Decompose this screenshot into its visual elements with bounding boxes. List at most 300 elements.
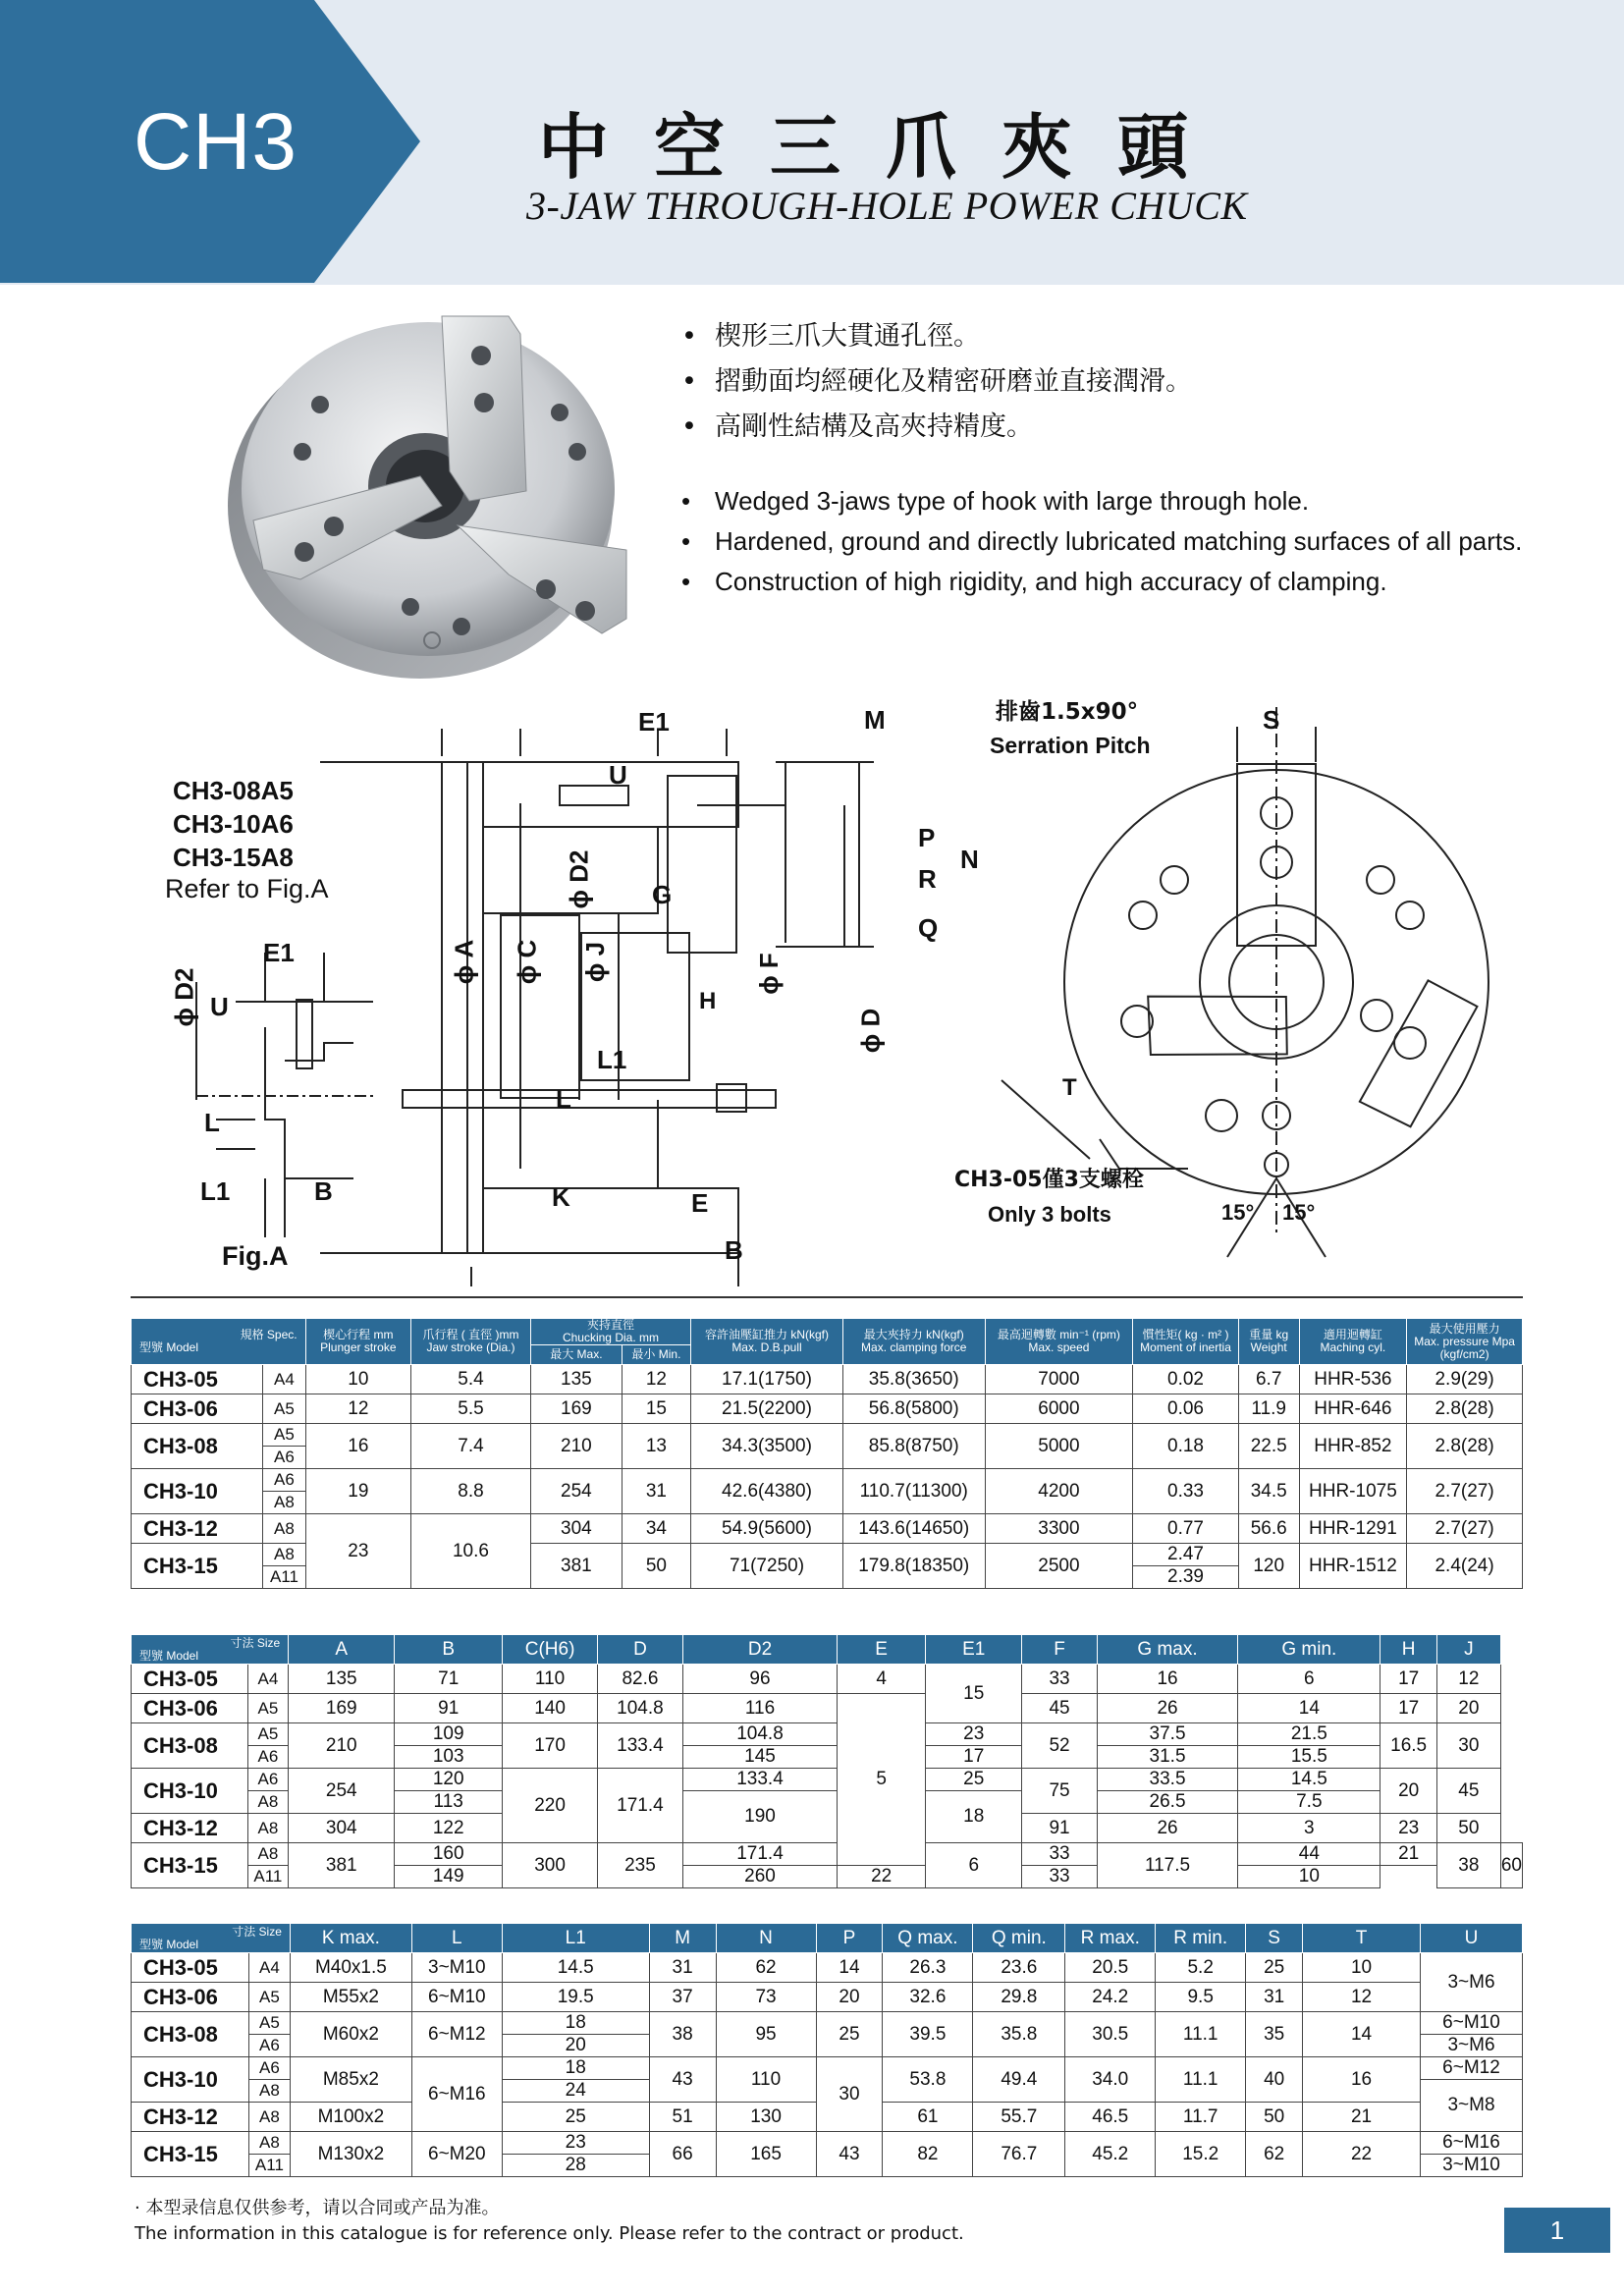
cell: 149 <box>395 1866 503 1888</box>
cell: 12 <box>1303 1983 1421 2012</box>
cell: 2.8(28) <box>1407 1394 1523 1424</box>
cell: 6~M16 <box>411 2057 502 2132</box>
col-t: T <box>1303 1924 1421 1953</box>
cell: 10 <box>305 1365 410 1394</box>
spec-cell: A5 <box>247 1723 289 1746</box>
cell: 52 <box>1022 1723 1098 1769</box>
cell: 61 <box>883 2103 973 2132</box>
spec-cell: A8 <box>247 1814 289 1843</box>
cell: HHR-852 <box>1299 1424 1406 1469</box>
cell: 34.5 <box>1238 1469 1299 1514</box>
cell: 170 <box>503 1723 598 1769</box>
spec-cell: A4 <box>263 1365 305 1394</box>
hdr-weight: 重量 kg Weight <box>1238 1319 1299 1365</box>
col-d2: D2 <box>682 1635 837 1665</box>
col-b: B <box>395 1635 503 1665</box>
serration-cn: 排齒1.5x90° <box>996 699 1139 725</box>
cell: 26 <box>1097 1814 1237 1843</box>
cell: 5 <box>838 1694 926 1866</box>
cell: 28 <box>502 2155 649 2177</box>
cell: 37.5 <box>1097 1723 1237 1746</box>
cell: 35.8 <box>973 2012 1065 2057</box>
cell: 6 <box>1238 1665 1380 1694</box>
hdr-inertia: 慣性矩( kg · m² ) Moment of inertia <box>1133 1319 1238 1365</box>
spec-cell: A6 <box>263 1469 305 1492</box>
cell: 304 <box>289 1814 395 1843</box>
model-cell: CH3-08 <box>132 1424 263 1469</box>
col-d: D <box>597 1635 682 1665</box>
technical-drawing <box>147 687 1542 1286</box>
cell: 26 <box>1097 1694 1237 1723</box>
cell: 3~M6 <box>1420 2035 1522 2057</box>
cell: 0.18 <box>1133 1424 1238 1469</box>
cell: 34.3(3500) <box>691 1424 843 1469</box>
model-cell: CH3-10 <box>132 1769 248 1814</box>
cell: 10 <box>1238 1866 1380 1888</box>
model-cell: CH3-12 <box>132 1814 248 1843</box>
cell: 33.5 <box>1097 1769 1237 1791</box>
dim-e1: E1 <box>638 707 670 737</box>
cell: 104.8 <box>682 1723 837 1746</box>
cell: 2.4(24) <box>1407 1544 1523 1589</box>
bolts-note-cn: CH3-05僅3支螺栓 <box>954 1168 1144 1192</box>
cell: 133.4 <box>682 1769 837 1791</box>
dim-r: R <box>918 864 937 894</box>
dim-l1-fig: L1 <box>200 1176 231 1206</box>
cell: 96 <box>682 1665 837 1694</box>
cell: 91 <box>395 1694 503 1723</box>
feature-en-3: • Construction of high rigidity, and high accuracy of clamping. <box>681 562 1522 602</box>
cell: 73 <box>716 1983 816 2012</box>
cell: 56.8(5800) <box>842 1394 985 1424</box>
cell: 104.8 <box>597 1694 682 1723</box>
cell: 140 <box>503 1694 598 1723</box>
cell: 117.5 <box>1097 1843 1237 1888</box>
feature-en-1: • Wedged 3-jaws type of hook with large through hole. <box>681 481 1522 521</box>
cell: 30.5 <box>1065 2012 1156 2057</box>
cell: 135 <box>530 1365 622 1394</box>
cell: 0.02 <box>1133 1365 1238 1394</box>
cell: 4 <box>838 1665 926 1694</box>
dim-a: ϕ A <box>449 939 479 985</box>
cell: 22 <box>1303 2132 1421 2177</box>
spec-table <box>131 1318 1523 1589</box>
cell: 24.2 <box>1065 1983 1156 2012</box>
model-cell: CH3-15 <box>132 1544 263 1589</box>
cell: 14.5 <box>1238 1769 1380 1791</box>
cell: 91 <box>1022 1814 1098 1843</box>
cell: M40x1.5 <box>290 1953 411 1983</box>
cell: 190 <box>682 1791 837 1843</box>
cell: 0.77 <box>1133 1514 1238 1544</box>
cell: 6.7 <box>1238 1365 1299 1394</box>
model-cell: CH3-10 <box>132 1469 263 1514</box>
cell: 62 <box>1246 2132 1303 2177</box>
cell: 39.5 <box>883 2012 973 2057</box>
spec-cell: A6 <box>247 1746 289 1769</box>
cell: 304 <box>530 1514 622 1544</box>
hdr-chucking: 夾持直徑 Chucking Dia. mm <box>530 1319 690 1345</box>
cell: 24 <box>502 2080 649 2103</box>
cell: 62 <box>716 1953 816 1983</box>
cell: 3 <box>1238 1814 1380 1843</box>
dim-p: P <box>918 823 936 852</box>
col-rmin: R min. <box>1156 1924 1246 1953</box>
dim-m: M <box>864 705 886 735</box>
spec-cell: A8 <box>247 1791 289 1814</box>
cell: 45 <box>1022 1694 1098 1723</box>
hdr-spec-model: 規格 Spec. 型號 Model <box>132 1319 306 1365</box>
cell: 2.7(27) <box>1407 1514 1523 1544</box>
cell: M130x2 <box>290 2132 411 2177</box>
cell: HHR-646 <box>1299 1394 1406 1424</box>
cell: 26.5 <box>1097 1791 1237 1814</box>
hdr-size-model: 寸法 Size 型號 Model <box>132 1924 291 1953</box>
table-row <box>132 1694 1523 1723</box>
cell: 14.5 <box>502 1953 649 1983</box>
cell: 38 <box>1436 1843 1500 1888</box>
cell: 6000 <box>985 1394 1133 1424</box>
cell: 15 <box>622 1394 690 1424</box>
cell: 20 <box>816 1983 883 2012</box>
spec-cell: A4 <box>247 1665 289 1694</box>
table-row <box>132 1723 1523 1746</box>
cell: 33 <box>1022 1843 1098 1866</box>
cell: 0.33 <box>1133 1469 1238 1514</box>
cell: 22 <box>838 1866 926 1888</box>
spec-cell: A6 <box>248 2057 290 2080</box>
dim-h: H <box>699 988 717 1014</box>
feature-cn-3: • 高剛性結構及高夾持精度。 <box>681 405 1192 450</box>
cell: 103 <box>395 1746 503 1769</box>
spec-cell: A5 <box>247 1694 289 1723</box>
hdr-clamp: 最大夾持力 kN(kgf) Max. clamping force <box>842 1319 985 1365</box>
cell: 17 <box>1380 1665 1436 1694</box>
cell: 9.5 <box>1156 1983 1246 2012</box>
hdr-plunger: 楔心行程 mm Plunger stroke <box>305 1319 410 1365</box>
col-l1: L1 <box>502 1924 649 1953</box>
cell: 235 <box>597 1843 682 1888</box>
cell: 7.4 <box>411 1424 531 1469</box>
features-cn <box>681 314 1192 450</box>
table-row <box>132 1953 1523 1983</box>
dim-j: ϕ J <box>580 941 611 983</box>
fig-a-title: Fig.A <box>222 1241 289 1271</box>
dim-s: S <box>1263 705 1280 735</box>
cell: 15.5 <box>1238 1746 1380 1769</box>
cell: 381 <box>530 1544 622 1589</box>
cell: 3~M10 <box>411 1953 502 1983</box>
cell: 50 <box>1436 1814 1500 1843</box>
feature-cn-2: • 摺動面均經硬化及精密研磨並直接潤滑。 <box>681 359 1192 405</box>
cell: 109 <box>395 1723 503 1746</box>
cell: 31.5 <box>1097 1746 1237 1769</box>
spec-cell: A8 <box>263 1514 305 1544</box>
cell: 60 <box>1500 1843 1522 1888</box>
cell: 26.3 <box>883 1953 973 1983</box>
cell: 43 <box>649 2057 716 2103</box>
spec-cell: A6 <box>247 1769 289 1791</box>
table-row <box>132 1843 1523 1866</box>
cell: 135 <box>289 1665 395 1694</box>
hdr-pull: 容許油壓缸推力 kN(kgf) Max. D.B.pull <box>691 1319 843 1365</box>
cell: 49.4 <box>973 2057 1065 2103</box>
cell: 76.7 <box>973 2132 1065 2177</box>
model-cell: CH3-12 <box>132 2103 249 2132</box>
features-en <box>681 481 1522 602</box>
col-a: A <box>289 1635 395 1665</box>
table-row <box>132 1769 1523 1791</box>
cell: HHR-1512 <box>1299 1544 1406 1589</box>
cell: 46.5 <box>1065 2103 1156 2132</box>
cell: 120 <box>395 1769 503 1791</box>
cell: 95 <box>716 2012 816 2057</box>
cell: 82 <box>883 2132 973 2177</box>
footnote-en: The information in this catalogue is for reference only. Please refer to the contract or product. <box>135 2223 964 2244</box>
fig-model-2: CH3-10A6 <box>173 809 294 839</box>
cell: 110 <box>716 2057 816 2103</box>
cell: 6~M10 <box>411 1983 502 2012</box>
cell: 14 <box>816 1953 883 1983</box>
table-row <box>132 2057 1523 2080</box>
cell: 50 <box>1246 2103 1303 2132</box>
cell: 75 <box>1022 1769 1098 1814</box>
col-e: E <box>838 1635 926 1665</box>
cell: 19 <box>305 1469 410 1514</box>
cell: 33 <box>1022 1665 1098 1694</box>
refer-fig-a: Refer to Fig.A <box>165 874 329 903</box>
cell: M60x2 <box>290 2012 411 2057</box>
hdr-min: 最小 Min. <box>622 1345 690 1365</box>
cell: 110 <box>503 1665 598 1694</box>
cell: 11.9 <box>1238 1394 1299 1424</box>
cell: 5.4 <box>411 1365 531 1394</box>
cell: 2.9(29) <box>1407 1365 1523 1394</box>
cell: 5.5 <box>411 1394 531 1424</box>
cell: 110.7(11300) <box>842 1469 985 1514</box>
model-cell: CH3-06 <box>132 1694 248 1723</box>
cell: 13 <box>622 1424 690 1469</box>
table-row <box>132 1424 1523 1447</box>
cell: 12 <box>622 1365 690 1394</box>
cell: 3~M10 <box>1420 2155 1522 2177</box>
feature-cn-1: • 楔形三爪大貫通孔徑。 <box>681 314 1192 359</box>
cell: HHR-1291 <box>1299 1514 1406 1544</box>
cell: 2.39 <box>1133 1566 1238 1589</box>
cell: 14 <box>1238 1694 1380 1723</box>
model-cell: CH3-08 <box>132 1723 248 1769</box>
feature-en-2: • Hardened, ground and directly lubricated matching surfaces of all parts. <box>681 521 1522 562</box>
dim-u-fig: U <box>210 992 229 1021</box>
cell: 11.1 <box>1156 2012 1246 2057</box>
angle-right: 15° <box>1282 1200 1316 1225</box>
cell: 113 <box>395 1791 503 1814</box>
cell: 35 <box>1246 2012 1303 2057</box>
cell: 15.2 <box>1156 2132 1246 2177</box>
cell: 44 <box>1238 1843 1380 1866</box>
cell: 381 <box>289 1843 395 1888</box>
spec-cell: A5 <box>248 1983 290 2012</box>
bolts-note-en: Only 3 bolts <box>988 1202 1111 1227</box>
cell: 165 <box>716 2132 816 2177</box>
spec-cell: A6 <box>263 1447 305 1469</box>
cell: 122 <box>395 1814 503 1843</box>
cell: 20 <box>1436 1694 1500 1723</box>
cell: 20 <box>502 2035 649 2057</box>
cell: 300 <box>503 1843 598 1888</box>
cell: 20 <box>1380 1769 1436 1814</box>
col-l: L <box>411 1924 502 1953</box>
cell: 42.6(4380) <box>691 1469 843 1514</box>
cell: 30 <box>816 2057 883 2132</box>
cell: 210 <box>289 1723 395 1769</box>
spec-cell: A8 <box>263 1492 305 1514</box>
cell: 43 <box>816 2132 883 2177</box>
cell: 169 <box>530 1394 622 1424</box>
cell: 220 <box>503 1769 598 1843</box>
cell: 45 <box>1436 1769 1500 1814</box>
dim-n: N <box>960 845 979 874</box>
cell: 21 <box>1380 1843 1436 1866</box>
cell: 11.7 <box>1156 2103 1246 2132</box>
cell: 32.6 <box>883 1983 973 2012</box>
cell: 53.8 <box>883 2057 973 2103</box>
footnote <box>135 2196 964 2247</box>
cell: 2.8(28) <box>1407 1424 1523 1469</box>
cell: 25 <box>926 1769 1022 1791</box>
hdr-size-model: 寸法 Size 型號 Model <box>132 1635 289 1665</box>
cell: 31 <box>1246 1983 1303 2012</box>
cell: 23 <box>1380 1814 1436 1843</box>
table-row <box>132 1394 1523 1424</box>
dim-d: ϕ D <box>855 1008 886 1054</box>
cell: 11.1 <box>1156 2057 1246 2103</box>
dim-e1-fig: E1 <box>263 938 295 967</box>
table-row <box>132 1469 1523 1492</box>
col-p: P <box>816 1924 883 1953</box>
model-cell: CH3-12 <box>132 1514 263 1544</box>
model-cell: CH3-05 <box>132 1953 249 1983</box>
cell: 37 <box>649 1983 716 2012</box>
cell: 116 <box>682 1694 837 1723</box>
dim-l-fig: L <box>204 1108 220 1137</box>
cell: 16 <box>1097 1665 1237 1694</box>
cell: 55.7 <box>973 2103 1065 2132</box>
cell: 56.6 <box>1238 1514 1299 1544</box>
cell: 35.8(3650) <box>842 1365 985 1394</box>
cell: 4200 <box>985 1469 1133 1514</box>
cell: HHR-536 <box>1299 1365 1406 1394</box>
dim-t: T <box>1062 1074 1077 1101</box>
dim-k: K <box>552 1182 570 1212</box>
footnote-cn: · 本型录信息仅供参考，请以合同或产品为准。 <box>135 2198 500 2218</box>
col-gmin: G min. <box>1238 1635 1380 1665</box>
dim-d2: ϕ D2 <box>564 849 594 909</box>
cell: 38 <box>649 2012 716 2057</box>
table-row <box>132 1514 1523 1544</box>
cell: HHR-1075 <box>1299 1469 1406 1514</box>
cell: 6~M12 <box>1420 2057 1522 2080</box>
cell: 17.1(1750) <box>691 1365 843 1394</box>
cell: 2.47 <box>1133 1544 1238 1566</box>
cell: 51 <box>649 2103 716 2132</box>
cell: 5.2 <box>1156 1953 1246 1983</box>
cell: 25 <box>816 2012 883 2057</box>
table-row <box>132 2132 1523 2155</box>
cell: 23 <box>305 1514 410 1589</box>
cell: 2500 <box>985 1544 1133 1589</box>
cell: 18 <box>502 2057 649 2080</box>
table-row <box>132 1365 1523 1394</box>
cell: 23.6 <box>973 1953 1065 1983</box>
cell: 15 <box>926 1665 1022 1723</box>
model-code: CH3 <box>134 97 298 187</box>
model-cell: CH3-05 <box>132 1665 248 1694</box>
cell: 0.06 <box>1133 1394 1238 1424</box>
cell: 22.5 <box>1238 1424 1299 1469</box>
col-gmax: G max. <box>1097 1635 1237 1665</box>
cell: 23 <box>926 1723 1022 1746</box>
dim-q: Q <box>918 913 939 943</box>
cell: 25 <box>502 2103 649 2132</box>
cell: M85x2 <box>290 2057 411 2103</box>
cell: 8.8 <box>411 1469 531 1514</box>
col-qmin: Q min. <box>973 1924 1065 1953</box>
col-kmax: K max. <box>290 1924 411 1953</box>
hdr-pressure: 最大使用壓力 Max. pressure Mpa (kgf/cm2) <box>1407 1319 1523 1365</box>
hdr-speed: 最高迴轉數 min⁻¹ (rpm) Max. speed <box>985 1319 1133 1365</box>
col-h: H <box>1380 1635 1436 1665</box>
cell: 7.5 <box>1238 1791 1380 1814</box>
spec-cell: A5 <box>263 1394 305 1424</box>
cell: 40 <box>1246 2057 1303 2103</box>
cell: 120 <box>1238 1544 1299 1589</box>
cell: 34 <box>622 1514 690 1544</box>
hdr-cyl: 適用迴轉缸 Maching cyl. <box>1299 1319 1406 1365</box>
cell: 179.8(18350) <box>842 1544 985 1589</box>
cell: 133.4 <box>597 1723 682 1769</box>
spec-cell: A5 <box>263 1424 305 1447</box>
dim-b-fig: B <box>314 1176 333 1206</box>
cell: M100x2 <box>290 2103 411 2132</box>
model-cell: CH3-05 <box>132 1365 263 1394</box>
model-cell: CH3-10 <box>132 2057 249 2103</box>
cell: 7000 <box>985 1365 1133 1394</box>
cell: 18 <box>502 2012 649 2035</box>
model-cell: CH3-06 <box>132 1394 263 1424</box>
model-cell: CH3-15 <box>132 2132 249 2177</box>
cell: 12 <box>1436 1665 1500 1694</box>
cell: 145 <box>682 1746 837 1769</box>
cell: 23 <box>502 2132 649 2155</box>
cell: 33 <box>1022 1866 1098 1888</box>
col-f: F <box>1022 1635 1098 1665</box>
spec-cell: A6 <box>248 2035 290 2057</box>
dim-l1: L1 <box>597 1045 627 1074</box>
cell: 210 <box>530 1424 622 1469</box>
cell: 260 <box>682 1866 837 1888</box>
cell: 30 <box>1436 1723 1500 1769</box>
spec-cell: A11 <box>247 1866 289 1888</box>
chuck-photo <box>214 295 646 687</box>
fig-model-1: CH3-08A5 <box>173 776 294 805</box>
model-cell: CH3-15 <box>132 1843 248 1888</box>
cell: 254 <box>289 1769 395 1814</box>
spec-cell: A8 <box>248 2103 290 2132</box>
cell: 31 <box>649 1953 716 1983</box>
cell: 16 <box>1303 2057 1421 2103</box>
dim-b: B <box>725 1235 743 1265</box>
